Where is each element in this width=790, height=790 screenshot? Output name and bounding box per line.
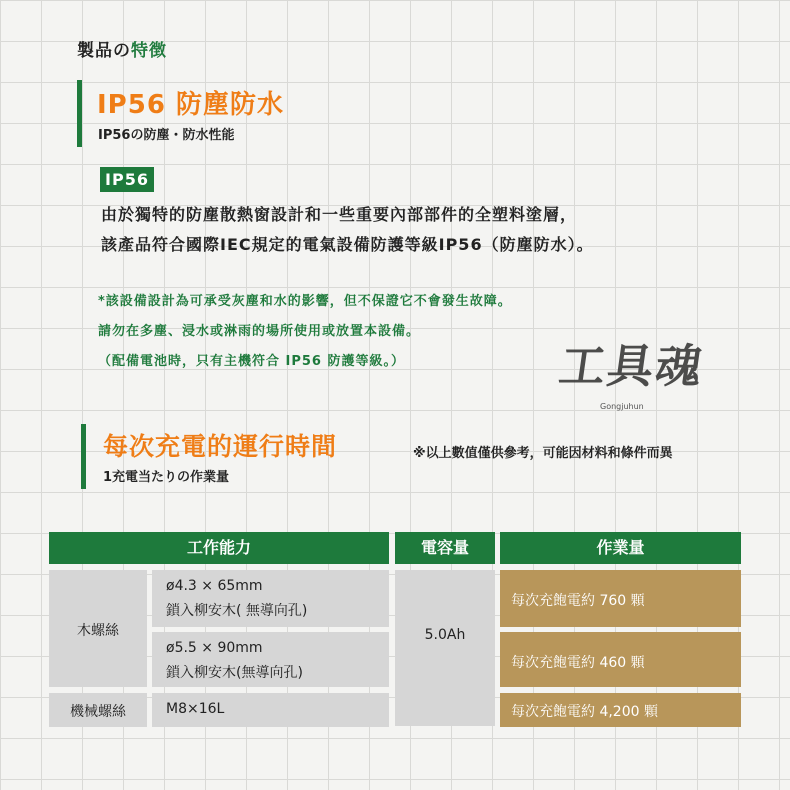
capacity-value: 5.0Ah [424, 627, 466, 643]
result-cell [500, 632, 741, 687]
section2-subtitle: 1充電当たりの作業量 [103, 470, 230, 485]
section1-desc-line2: 該產品符合國際IEC規定的電氣設備防護等級IP56（防塵防水）。 [101, 235, 594, 254]
table-capacity-cell [395, 570, 495, 726]
ip56-tag: IP56 [100, 167, 154, 192]
section1-note-line2: 請勿在多塵、浸水或淋雨的場所使用或放置本設備。 [98, 324, 421, 339]
section2-accent-bar [81, 424, 86, 489]
header-highlight: 特徴 [131, 41, 167, 61]
group-label-wood-screw: 木螺絲 [77, 623, 119, 639]
section1-note-line3: （配備電池時，只有主機符合 IP56 防護等級。） [98, 354, 406, 369]
row1-result: 每次充飽電約 760 顆 [511, 593, 645, 609]
row1-spec-line2: 鎖入柳安木( 無導向孔) [166, 603, 308, 619]
section1-subtitle: IP56の防塵・防水性能 [98, 128, 235, 143]
section1-accent-bar [77, 80, 82, 147]
row1-spec-line1: ø4.3 × 65mm [166, 578, 263, 594]
result-cell [500, 570, 741, 627]
watermark-text: 工具魂 [555, 339, 708, 393]
result-cell [500, 693, 741, 727]
table-row [152, 570, 389, 627]
table-group-wood-screw [49, 570, 147, 687]
watermark-subtext: Gongjuhun [600, 402, 644, 411]
row2-spec-line1: ø5.5 × 90mm [166, 640, 263, 656]
table-group-machine-screw [49, 693, 147, 727]
section1-note-line1: *該設備設計為可承受灰塵和水的影響，但不保證它不會發生故障。 [98, 294, 512, 309]
section2-title: 每次充電的運行時間 [103, 432, 338, 461]
page-header [77, 36, 167, 61]
table-row [152, 632, 389, 687]
row3-spec-line1: M8×16L [166, 701, 225, 717]
table-header-capacity: 電容量 [395, 532, 495, 564]
row2-result: 每次充飽電約 460 顆 [511, 655, 645, 671]
table-header-capability: 工作能力 [49, 532, 389, 564]
section1-title: IP56 防塵防水 [97, 90, 284, 120]
section1-desc-line1: 由於獨特的防塵散熱窗設計和一些重要內部部件的全塑料塗層， [101, 205, 578, 224]
section2-disclaimer: ※以上數值僅供參考，可能因材料和條件而異 [413, 446, 673, 461]
row2-spec-line2: 鎖入柳安木(無導向孔) [166, 665, 303, 681]
brand-watermark-logo [555, 330, 750, 420]
group-label-machine-screw: 機械螺絲 [70, 704, 126, 720]
row3-result: 每次充飽電約 4,200 顆 [511, 704, 658, 720]
table-header-workload: 作業量 [500, 532, 741, 564]
runtime-table [49, 532, 741, 728]
table-row [152, 693, 389, 727]
header-prefix: 製品の [77, 41, 131, 61]
